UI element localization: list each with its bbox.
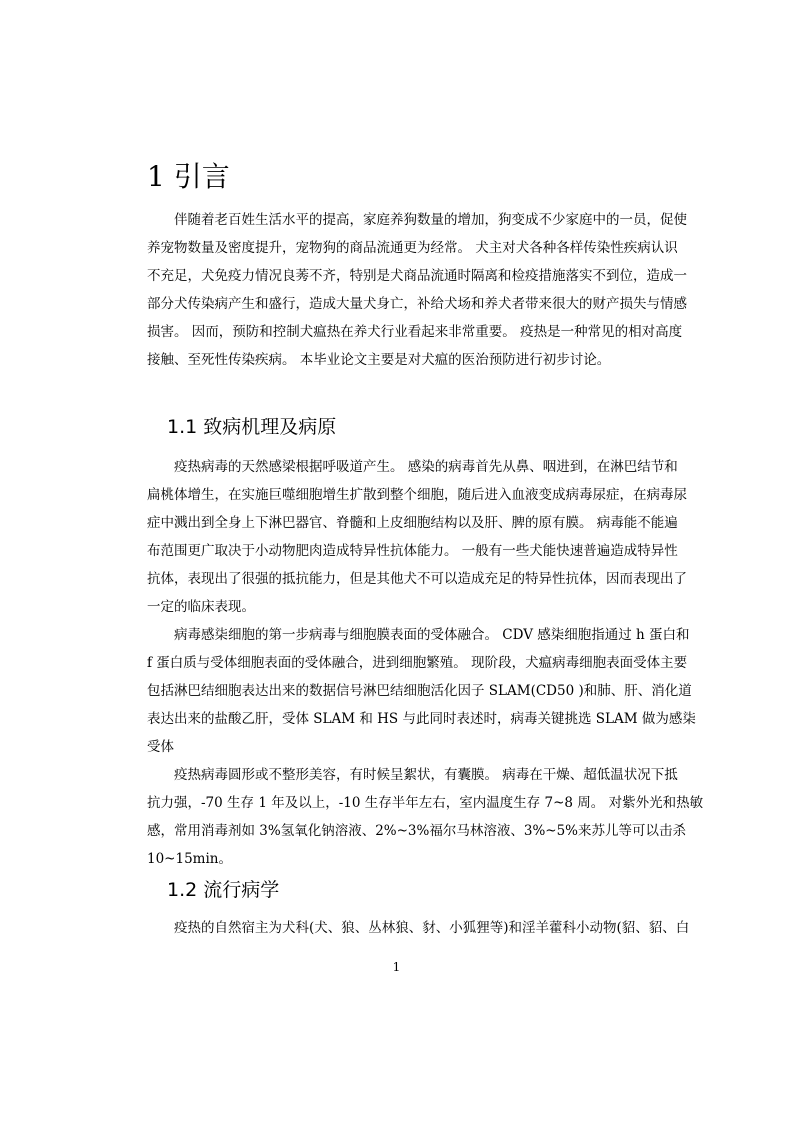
- section-1-1-paragraph-2: [147, 621, 707, 761]
- text-line: 一定的临床表现。: [147, 599, 255, 615]
- section-title-1-1: 1.1 致病机理及病原: [167, 416, 337, 438]
- chapter-title: 1 引言: [147, 160, 230, 193]
- text-line: 疫热病毒的天然感梁根据呼吸道产生。 感染的病毒首先从鼻、咽进到，在淋巴结节和: [174, 459, 678, 475]
- text-line: 抗体，表现出了很强的抵抗能力，但是其他犬不可以造成充足的特异性抗体，因而表现出了: [147, 571, 687, 587]
- text-line: 部分犬传染病产生和盛行，造成大量犬身亡，补给犬场和养犬者带来很大的财产损失与情感: [147, 296, 687, 312]
- text-line: 抗力强，-70 生存 1 年及以上，-10 生存半年左右，室内温度生存 7~8 周。 对紫外光和热敏: [147, 795, 704, 811]
- text-line: 损害。 因而，预防和控制犬瘟热在养犬行业看起来非常重要。 疫热是一种常见的相对高度: [147, 324, 683, 340]
- section-title-1-2: 1.2 流行病学: [167, 879, 280, 901]
- intro-paragraph: [147, 206, 707, 374]
- text-line: 表达出来的盐酸乙肝，受体 SLAM 和 HS 与此同时表述时，病毒关键挑选 SLAM 做为感柒: [147, 711, 696, 727]
- section-1-1-paragraph-1: [147, 453, 707, 621]
- text-line: 症中溅出到全身上下淋巴器官、脊髓和上皮细胞结构以及肝、脾的原有膜。 病毒能不能遍: [147, 515, 678, 531]
- text-line: 疫热的自然宿主为犬科(犬、狼、丛林狼、豺、小狐狸等)和淫羊藿科小动物(貂、貂、白: [174, 920, 690, 936]
- text-line: 不充足，犬免疫力情况良莠不齐，特别是犬商品流通时隔离和检疫措施落实不到位，造成一: [147, 268, 687, 284]
- text-line: 感，常用消毒剂如 3%氢氧化钠溶液、2%~3%福尔马林溶液、3%~5%来苏儿等可以击杀: [147, 823, 686, 839]
- text-line: 接触、至死性传染疾病。 本毕业论文主要是对犬瘟的医治预防进行初步讨论。: [147, 352, 611, 368]
- text-line: 疫热病毒圆形或不整形美容，有时候呈絮状，有囊膜。 病毒在干燥、超低温状况下抵: [174, 767, 678, 783]
- text-line: 扁桃体增生，在实施巨噬细胞增生扩散到整个细胞，随后进入血液变成病毒尿症，在病毒尿: [147, 487, 687, 503]
- text-line: 病毒感柒细胞的第一步病毒与细胞膜表面的受体融合。 CDV 感柒细胞指通过 h 蛋白和: [174, 627, 690, 643]
- section-1-2-paragraph-1: [147, 914, 707, 942]
- text-line: 布范围更广取决于小动物肥肉造成特异性抗体能力。 一般有一些犬能快速普遍造成特异性: [147, 543, 678, 559]
- text-line: 包括淋巴结细胞表达出来的数据信号淋巴结细胞活化因子 SLAM(CD50 )和肺、肝、消化道: [147, 683, 692, 699]
- section-1-1-paragraph-3: [147, 761, 707, 873]
- text-line: 养宠物数量及密度提升，宠物狗的商品流通更为经常。 犬主对犬各种各样传染性疾病认识: [147, 240, 678, 256]
- text-line: 伴随着老百姓生活水平的提高，家庭养狗数量的增加，狗变成不少家庭中的一员，促使: [174, 212, 687, 228]
- page-number: 1: [392, 960, 401, 974]
- text-line: 10~15min。: [147, 851, 232, 867]
- text-line: 受体: [147, 739, 174, 755]
- text-line: f 蛋白质与受体细胞表面的受体融合，进到细胞繁殖。 现阶段，犬瘟病毒细胞表面受体主要: [147, 655, 688, 671]
